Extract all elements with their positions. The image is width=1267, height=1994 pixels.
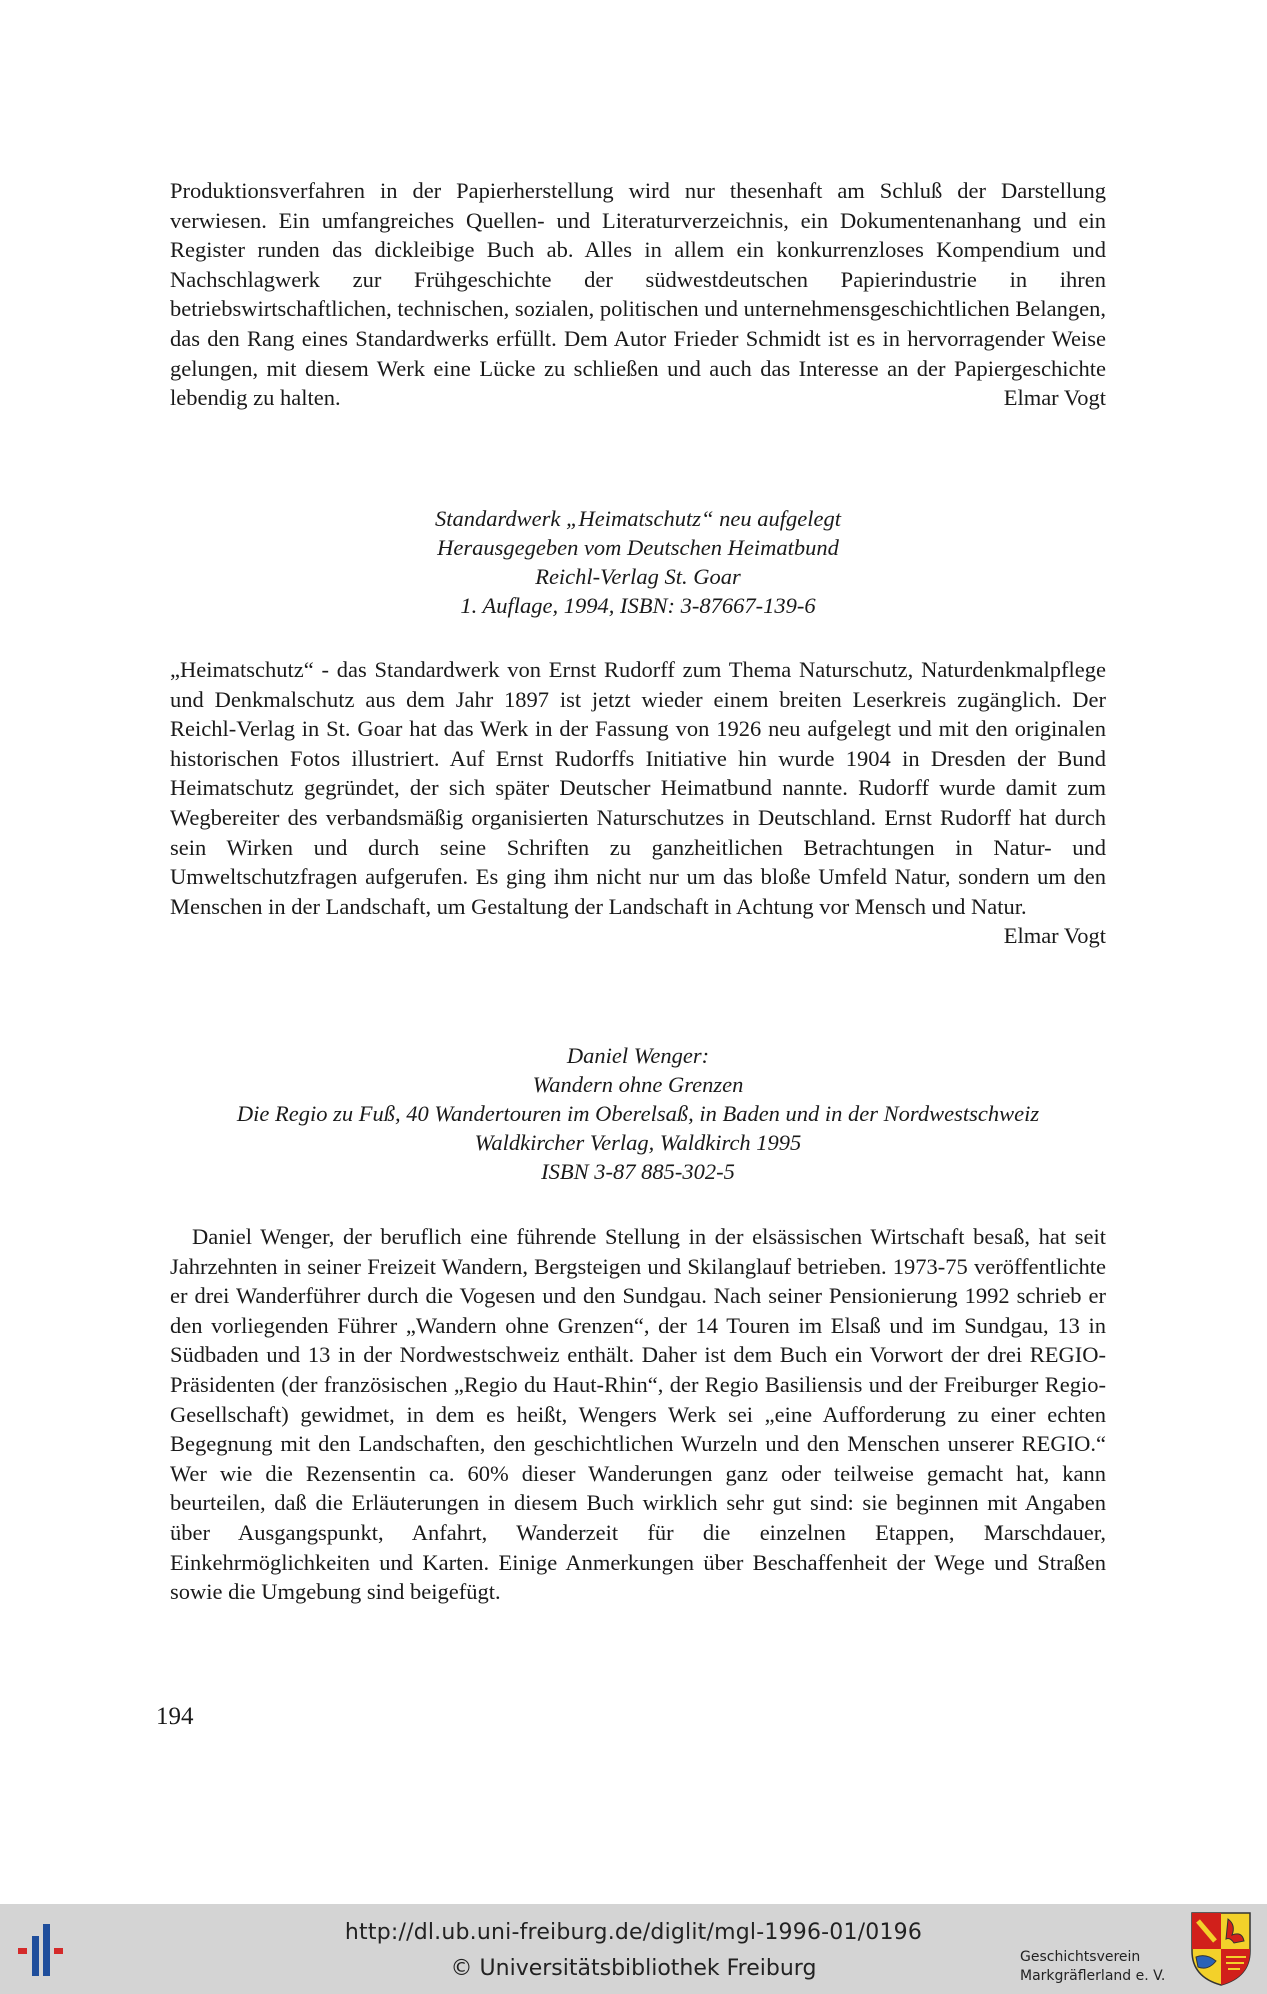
review-paragraph	[170, 655, 1106, 951]
review-continuation	[170, 176, 1106, 413]
review-author: Elmar Vogt	[1003, 385, 1106, 411]
book-isbn: ISBN 3-87 885-302-5	[541, 1159, 735, 1184]
page-number: 194	[156, 1703, 194, 1730]
book-edition: 1. Auflage, 1994, ISBN: 3-87667-139-6	[460, 593, 816, 618]
source-url-link[interactable]: http://dl.ub.uni-freiburg.de/diglit/mgl-1996-01/0196	[344, 1920, 923, 1945]
society-name-line: Geschichtsverein	[1020, 1949, 1141, 1965]
coat-of-arms-icon	[1190, 1911, 1252, 1987]
review-author: Elmar Vogt	[1003, 923, 1106, 949]
book-citation	[170, 1041, 1106, 1186]
book-author: Daniel Wenger:	[566, 1043, 710, 1068]
review-heimatschutz	[170, 504, 1106, 951]
society-name	[1020, 1948, 1165, 1986]
book-publisher: Waldkircher Verlag, Waldkirch 1995	[474, 1130, 802, 1155]
book-citation	[170, 504, 1106, 620]
book-subtitle: Die Regio zu Fuß, 40 Wandertouren im Oberelsaß, in Baden und in der Nordwestschweiz	[236, 1101, 1040, 1126]
book-publisher: Reichl-Verlag St. Goar	[535, 564, 741, 589]
book-title: Wandern ohne Grenzen	[532, 1072, 744, 1097]
society-name-line: Markgräflerland e. V.	[1020, 1968, 1166, 1984]
review-wandern-ohne-grenzen	[170, 1041, 1106, 1607]
footer-bar	[0, 1904, 1267, 1994]
book-title: Standardwerk „Heimatschutz“ neu aufgelegt	[434, 506, 841, 531]
review-paragraph	[170, 1222, 1106, 1607]
review-text: Daniel Wenger, der beruflich eine führende Stellung in der elsässischen Wirtschaft besaß, hat seit Jahrzehnten in seiner Freizeit Wandern, Bergsteigen und Skilanglauf betrieben. 1973-75 veröffentlichte er drei Wanderführer durch die Vogesen und den Sundgau. Nach seiner Pensionierung 1992 schrieb er den vorliegenden Führer „Wandern ohne Grenzen“, der 14 Touren im Elsaß und im Sundgau, 13 in Südbaden und 13 in der Nordwestschweiz enthält. Daher ist dem Buch ein Vorwort der drei REGIO-Präsidenten (der französischen „Regio du Haut-Rhin“, der Regio Basiliensis und der Freiburger Regio-Gesellschaft) gewidmet, in dem es heißt, Wengers Werk sei „eine Aufforderung zu einer echten Begegnung mit den Landschaften, den geschichtlichen Wurzeln und den Menschen unserer REGIO.“ Wer wie die Rezensentin ca. 60% dieser Wanderungen ganz oder teilweise gemacht hat, kann beurteilen, daß die Erläuterungen in diesem Buch wirklich sehr gut sind: sie beginnen mit Angaben über Ausgangspunkt, Anfahrt, Wanderzeit für die einzelnen Etappen, Marschdauer, Einkehrmöglichkeiten und Karten. Einige Anmerkungen über Beschaffenheit der Wege und Straßen sowie die Umgebung sind beigefügt.	[170, 1224, 1106, 1605]
copyright-notice: © Universitätsbibliothek Freiburg	[450, 1956, 817, 1981]
book-editor: Herausgegeben vom Deutschen Heimatbund	[437, 535, 839, 560]
review-text: Produktionsverfahren in der Papierherstellung wird nur thesenhaft am Schluß der Darstellung verwiesen. Ein umfangreiches Quellen- und Literaturverzeichnis, ein Dokumentenanhang und ein Register runden das dickleibige Buch ab. Alles in allem ein konkurrenzloses Kompendium und Nachschlagwerk zur Frühgeschichte der südwestdeutschen Papierindustrie in ihren betriebswirtschaftlichen, technischen, sozialen, politischen und unternehmensgeschichtlichen Belangen, das den Rang eines Standardwerks erfüllt. Dem Autor Frieder Schmidt ist es in hervorragender Weise gelungen, mit diesem Werk eine Lücke zu schließen und auch das Interesse an der Papiergeschichte lebendig zu halten.	[170, 178, 1106, 411]
review-text: „Heimatschutz“ - das Standardwerk von Ernst Rudorff zum Thema Naturschutz, Naturdenkmalpflege und Denkmalschutz aus dem Jahr 1897 ist jetzt wieder einem breiten Leserkreis zugänglich. Der Reichl-Verlag in St. Goar hat das Werk in der Fassung von 1926 neu aufgelegt und mit den originalen historischen Fotos illustriert. Auf Ernst Rudorffs Initiative hin wurde 1904 in Dresden der Bund Heimatschutz gegründet, der sich später Deutscher Heimatbund nannte. Rudorff wurde damit zum Wegbereiter des verbandsmäßig organisierten Naturschutzes in Deutschland. Ernst Rudorff hat durch sein Wirken und durch seine Schriften zu ganzheitlichen Betrachtungen in Natur- und Umweltschutzfragen aufgerufen. Es ging ihm nicht nur um das bloße Umfeld Natur, sondern um den Menschen in der Landschaft, um Gestaltung der Landschaft in Achtung vor Mensch und Natur.	[170, 657, 1106, 919]
review-paragraph	[170, 176, 1106, 413]
